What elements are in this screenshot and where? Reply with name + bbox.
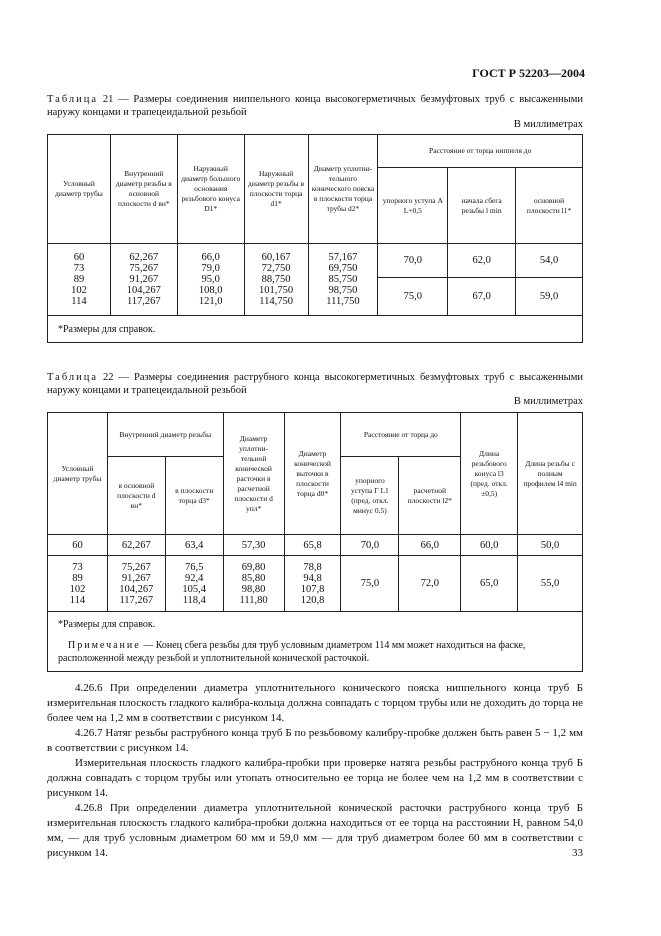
t22-row60-cond: 60 bbox=[48, 535, 108, 556]
t22-footnote: *Размеры для справок. bbox=[58, 619, 156, 630]
t22-note bbox=[58, 639, 572, 665]
body-text bbox=[47, 681, 583, 861]
t21-header-cond-dia: Условный диаметр трубы bbox=[48, 135, 111, 244]
t22-row60-cone: 60,0 bbox=[461, 535, 518, 556]
t22-rest-inner-main: 75,267 91,267 104,267 117,267 bbox=[107, 556, 165, 612]
t22-header-cone-len: Длина резьбового конуса l3 (пред. откл. ±0,5) bbox=[461, 413, 518, 535]
t22-header-inner-end: в плоскости торца d3* bbox=[165, 457, 223, 535]
t22-rest-cone: 65,0 bbox=[461, 556, 518, 612]
t22-row60-stop: 70,0 bbox=[341, 535, 399, 556]
t21-header-dist-main: основной плоскости l1* bbox=[516, 168, 583, 244]
paragraph-4-26-7: 4.26.7 Натяг резьбы раструбного конца труб Б по резьбовому калибру-пробке должен быть равен 5 − 1,2 мм в соответствии с рисунком 14. bbox=[47, 727, 583, 754]
t21-rowA-runout: 62,0 bbox=[448, 244, 516, 278]
t21-rowA-stop: 70,0 bbox=[378, 244, 448, 278]
t21-footnote: *Размеры для справок. bbox=[48, 316, 583, 343]
t22-header-dist-group: Расстояние от торца до bbox=[341, 413, 461, 457]
t22-header-inner-main: в основной плоскости d вн* bbox=[107, 457, 165, 535]
t22-rest-inner-end: 76,5 92,4 105,4 118,4 bbox=[165, 556, 223, 612]
t21-rowB-runout: 67,0 bbox=[448, 278, 516, 316]
t22-footnote-cell bbox=[48, 612, 583, 672]
table21-caption bbox=[47, 93, 583, 119]
table22-units: В миллиметрах bbox=[513, 396, 583, 407]
t21-header-dist-stop: упорного уступа А L+0,5 bbox=[378, 168, 448, 244]
t22-row60-inner-main: 62,267 bbox=[107, 535, 165, 556]
t22-header-seal-dia: Диаметр уплотни-тельной конической расточки в расчетной плоскости d упл* bbox=[223, 413, 284, 535]
paragraph-measure-plane: Измерительная плоскость гладкого калибра-пробки при проверке натяга резьбы раструбного конца труб Б должна совпадать с торцом трубы или утопать относительно ее торца не более чем на 1,2 мм в соответствии с рисунком 14. bbox=[47, 757, 583, 799]
table22-caption-text: 22 — Размеры соединения раструбного конца высокогерметичных безмуфтовых труб с высаженными наружу концами и трапецеидальной резьбой bbox=[47, 372, 583, 396]
t22-header-full-len: Длина резьбы с полным профилем l4 min bbox=[518, 413, 583, 535]
table21-caption-label: Таблица bbox=[47, 94, 99, 105]
t21-col-outer-large: 66,0 79,0 95,0 108,0 121,0 bbox=[177, 244, 244, 316]
t22-header-cond-dia: Условный диаметр трубы bbox=[48, 413, 108, 535]
page-number: 33 bbox=[572, 847, 583, 859]
t21-rowB-stop: 75,0 bbox=[378, 278, 448, 316]
t21-header-seal-dia: Диаметр уплотни-тельного конического пояска в плоскости торца трубы d2* bbox=[308, 135, 378, 244]
t21-header-dist-group: Расстояние от торца ниппеля до bbox=[378, 135, 583, 168]
t22-header-bore-dia: Диаметр конической выточки в плоскости торца d0* bbox=[284, 413, 341, 535]
t22-rest-cond: 73 89 102 114 bbox=[48, 556, 108, 612]
t22-rest-seal: 69,80 85,80 98,80 111,80 bbox=[223, 556, 284, 612]
t21-col-cond: 60 73 89 102 114 bbox=[48, 244, 111, 316]
t21-col-outer-thread: 60,167 72,750 88,750 101,750 114,750 bbox=[244, 244, 308, 316]
t21-col-inner: 62,267 75,267 91,267 104,267 117,267 bbox=[110, 244, 177, 316]
table21-caption-text: 21 — Размеры соединения ниппельного конца высокогерметичных безмуфтовых труб с высаженными наружу концами и трапецеидальной резьбой bbox=[47, 94, 583, 118]
table-22 bbox=[47, 412, 583, 672]
t22-row60-inner-end: 63,4 bbox=[165, 535, 223, 556]
table-21 bbox=[47, 134, 583, 343]
t22-note-text: — Конец сбега резьбы для труб условным диаметром 114 мм может находиться на фаске, расположенной между резьбой и уплотнительной конической расточкой. bbox=[58, 640, 526, 664]
t21-header-inner-dia: Внутренний диаметр резьбы в основной плоскости d вн* bbox=[110, 135, 177, 244]
paragraph-4-26-6: 4.26.6 При определении диаметра уплотнительного конического пояска ниппельного конца труб Б измерительная плоскость гладкого калибра-кольца должна совпадать с торцом трубы или не доходить до торца не более чем на 1,2 мм в соответствии с рисунком 14. bbox=[47, 682, 583, 724]
t22-row60-bore: 65,8 bbox=[284, 535, 341, 556]
t22-header-inner-group: Внутренний диаметр резьбы bbox=[107, 413, 223, 457]
t22-header-dist-stop: упорного уступа Г L1 (пред. откл. минус 0,5) bbox=[341, 457, 399, 535]
t21-rowA-main: 54,0 bbox=[516, 244, 583, 278]
t21-col-seal: 57,167 69,750 85,750 98,750 111,750 bbox=[308, 244, 378, 316]
table21-units: В миллиметрах bbox=[513, 119, 583, 130]
t22-rest-bore: 78,8 94,8 107,8 120,8 bbox=[284, 556, 341, 612]
t22-rest-stop: 75,0 bbox=[341, 556, 399, 612]
t21-rowB-main: 59,0 bbox=[516, 278, 583, 316]
t22-row60-seal: 57,30 bbox=[223, 535, 284, 556]
t21-header-outer-dia-large: Наружный диаметр большого основания резьбового конуса D1* bbox=[177, 135, 244, 244]
table22-caption bbox=[47, 371, 583, 397]
document-id: ГОСТ Р 52203—2004 bbox=[472, 66, 585, 80]
t22-rest-calc: 72,0 bbox=[399, 556, 461, 612]
t22-row60-full: 50,0 bbox=[518, 535, 583, 556]
t21-header-dist-runout: начала сбега резьбы l min bbox=[448, 168, 516, 244]
table22-caption-label: Таблица bbox=[47, 372, 99, 383]
t22-rest-full: 55,0 bbox=[518, 556, 583, 612]
t22-header-dist-calc: расчетной плоскости l2* bbox=[399, 457, 461, 535]
paragraph-4-26-8: 4.26.8 При определении диаметра уплотнительной конической расточки раструбного конца труб Б измерительная плоскость гладкого калибра-пробки должна находиться от ее торца на расстоянии H, равном 54,0 мм, — для труб условным диаметром 60 мм и 59,0 мм — для труб диаметром более 60 мм в соответствии с рисунком 14. bbox=[47, 802, 583, 859]
t21-header-outer-dia-thread: Наружный диаметр резьбы в плоскости торца d1* bbox=[244, 135, 308, 244]
t22-note-label: Примечание bbox=[68, 640, 141, 651]
t22-row60-calc: 66,0 bbox=[399, 535, 461, 556]
